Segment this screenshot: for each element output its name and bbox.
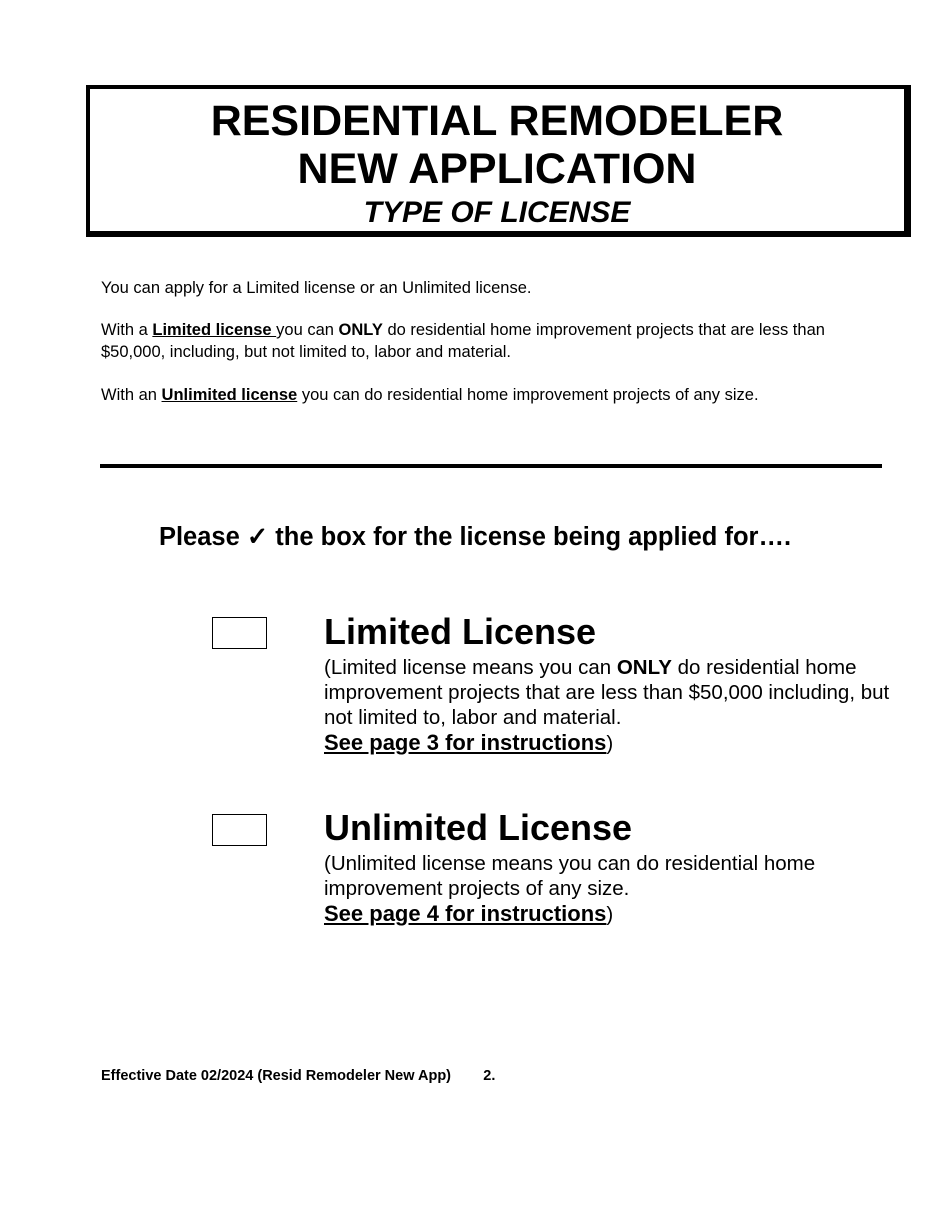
- limited-license-description: [324, 655, 894, 756]
- page-number: 2.: [483, 1068, 496, 1084]
- title-box: [86, 85, 911, 237]
- limited-instructions-link[interactable]: See page 3 for instructions: [324, 730, 607, 755]
- limited-license-title: Limited License: [324, 611, 597, 652]
- intro-text: With a: [101, 321, 153, 339]
- intro-text: you can do residential home improvement projects of any size.: [297, 386, 759, 404]
- intro-paragraph-3: [101, 384, 891, 406]
- intro-paragraph-1: You can apply for a Limited license or an Unlimited license.: [101, 279, 532, 297]
- intro-paragraph-2: [101, 319, 891, 363]
- unlimited-license-checkbox[interactable]: [212, 814, 267, 846]
- description-text: (Unlimited license means you can do residential home improvement projects of any size.: [324, 852, 816, 900]
- footer: [101, 1068, 495, 1084]
- intro-text: do residential home improvement projects that are less than $50,000, including, but not limited to, labor and material.: [101, 321, 825, 361]
- unlimited-license-option: [324, 808, 894, 927]
- only-emphasis: ONLY: [616, 656, 672, 679]
- limited-license-term: Limited license: [152, 321, 277, 339]
- unlimited-license-description: [324, 851, 894, 927]
- instruction-heading: Please ✓ the box for the license being applied for….: [158, 523, 792, 551]
- closing-paren: ): [606, 903, 614, 926]
- section-title: TYPE OF LICENSE: [363, 196, 631, 229]
- divider: [100, 464, 882, 468]
- unlimited-license-title: Unlimited License: [324, 807, 633, 848]
- limited-license-option: [324, 612, 894, 756]
- intro-text: With an: [101, 386, 162, 404]
- footer-effective-date: Effective Date 02/2024 (Resid Remodeler New App): [101, 1068, 452, 1084]
- description-text: (Limited license means you can: [324, 656, 617, 679]
- page-title: RESIDENTIAL REMODELER: [210, 97, 784, 145]
- intro-text: you can: [276, 321, 339, 339]
- only-emphasis: ONLY: [338, 321, 383, 339]
- description-text: do residential home improvement projects that are less than $50,000 including, but not limited to, labor and material.: [324, 656, 890, 729]
- unlimited-instructions-link[interactable]: See page 4 for instructions: [324, 901, 607, 926]
- closing-paren: ): [606, 732, 614, 755]
- page-subtitle: NEW APPLICATION: [297, 145, 697, 193]
- unlimited-license-term: Unlimited license: [161, 386, 298, 404]
- limited-license-checkbox[interactable]: [212, 617, 267, 649]
